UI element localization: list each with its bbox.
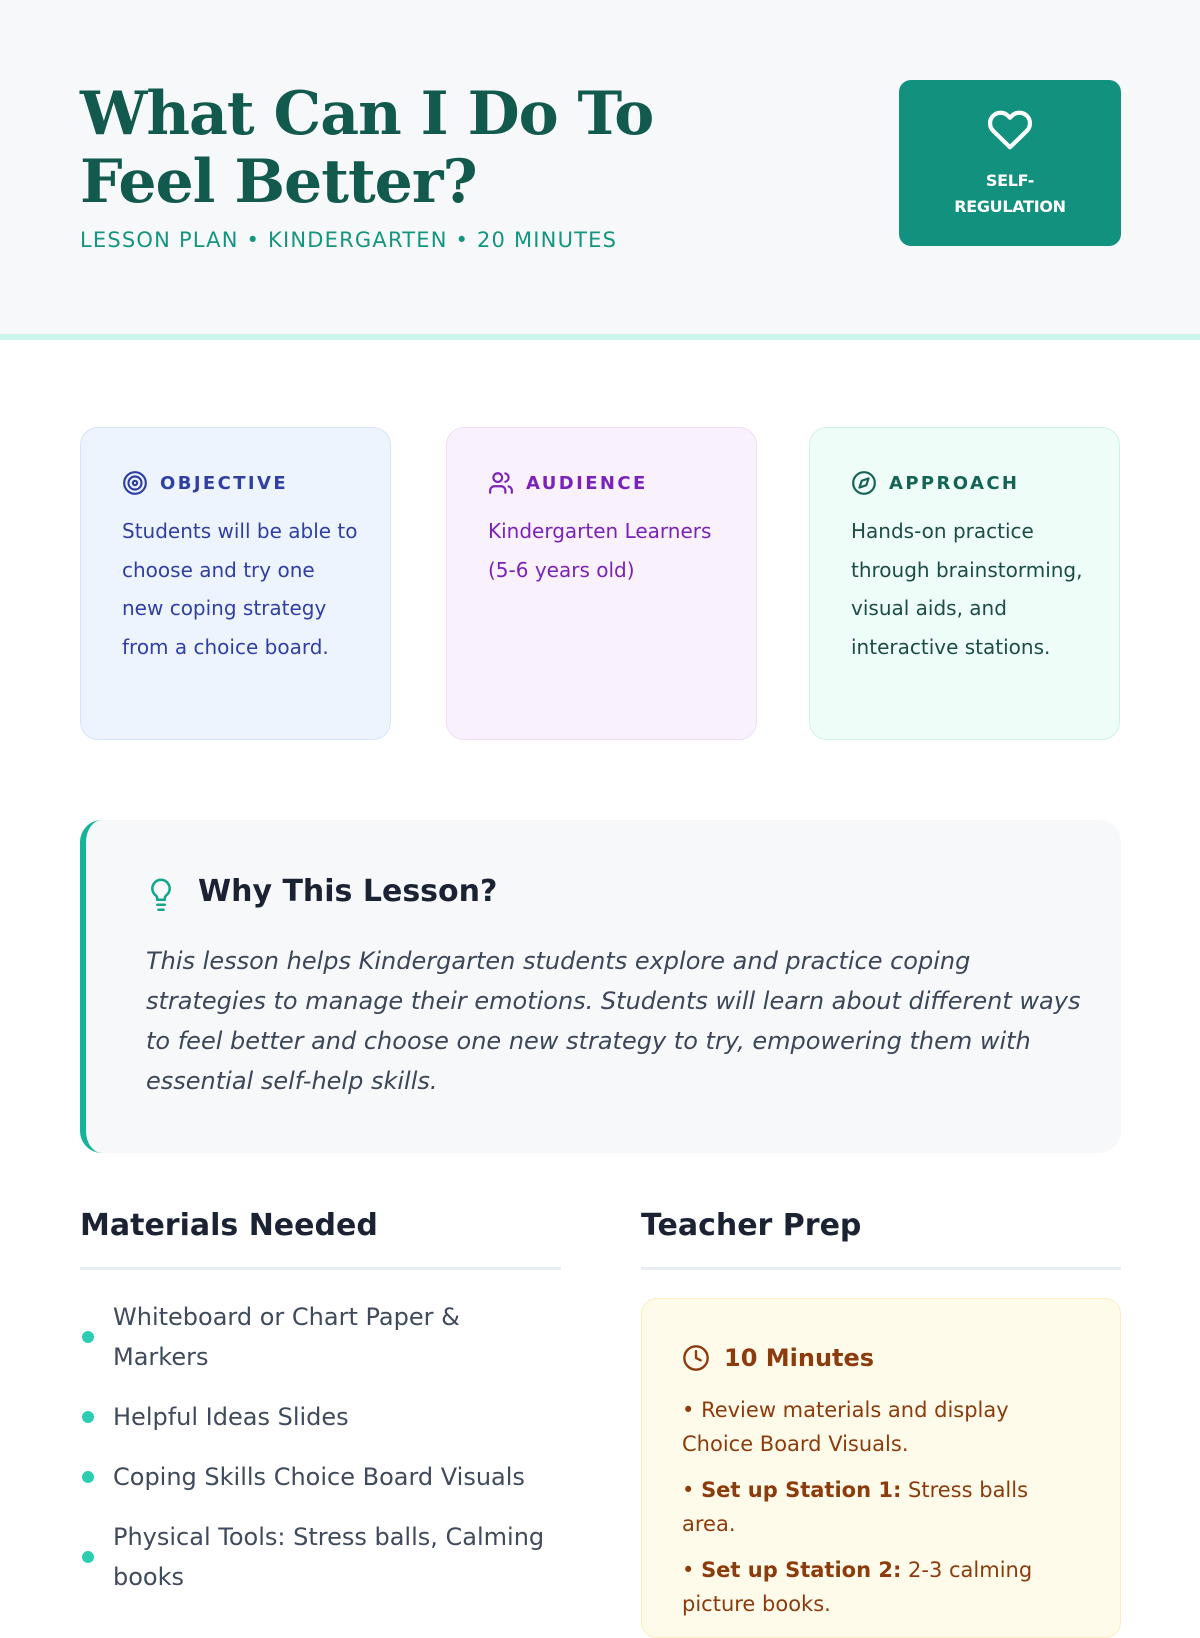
- objective-text: Students will be able to choose and try one new coping strategy from a choice board.: [122, 519, 358, 659]
- approach-label: APPROACH: [889, 472, 1020, 494]
- lesson-header: [0, 0, 1200, 340]
- list-item: • Review materials and display Choice Board Visuals.: [682, 1398, 1009, 1456]
- prep-item-bold: Set up Station 1:: [701, 1478, 902, 1502]
- clock-icon: [682, 1344, 710, 1372]
- why-this-lesson-panel: [80, 820, 1121, 1153]
- approach-text: Hands-on practice through brainstorming, visual aids, and interactive stations.: [851, 519, 1083, 659]
- objective-card: [80, 427, 391, 740]
- users-icon: [488, 470, 514, 496]
- audience-label: AUDIENCE: [526, 472, 648, 494]
- list-item: • Set up Station 2: 2-3 calming picture books.: [682, 1558, 1033, 1616]
- materials-divider: [80, 1267, 561, 1270]
- page-title: What Can I Do To Feel Better?: [80, 79, 654, 217]
- compass-icon: [851, 470, 877, 496]
- prep-time: 10 Minutes: [724, 1344, 875, 1372]
- prep-item-text: Stress balls area.: [682, 1478, 1029, 1536]
- list-item: Whiteboard or Chart Paper & Markers: [80, 1297, 560, 1377]
- materials-list: [80, 1297, 560, 1617]
- list-item: Coping Skills Choice Board Visuals: [80, 1457, 560, 1497]
- prep-item-bold: Set up Station 2:: [701, 1558, 902, 1582]
- teacher-prep-title: Teacher Prep: [641, 1208, 862, 1243]
- approach-card: [809, 427, 1120, 740]
- topic-badge: [899, 80, 1121, 246]
- badge-line-1: SELF-: [985, 171, 1035, 190]
- topic-badge-label: [899, 168, 1121, 220]
- lightbulb-icon: [146, 877, 176, 915]
- why-title: Why This Lesson?: [198, 874, 498, 909]
- audience-card: [446, 427, 757, 740]
- materials-title: Materials Needed: [80, 1208, 378, 1243]
- list-item: • Set up Station 1: Stress balls area.: [682, 1478, 1029, 1536]
- prep-list: [682, 1393, 1080, 1621]
- list-item: Physical Tools: Stress balls, Calming books: [80, 1517, 560, 1597]
- objective-label: OBJECTIVE: [160, 472, 289, 494]
- badge-line-2: REGULATION: [954, 197, 1066, 216]
- teacher-prep-divider: [641, 1267, 1121, 1270]
- teacher-prep-card: [641, 1298, 1121, 1638]
- prep-item-text: 2-3 calming picture books.: [682, 1558, 1033, 1616]
- lesson-subtitle: LESSON PLAN • KINDERGARTEN • 20 MINUTES: [80, 228, 618, 252]
- why-text: This lesson helps Kindergarten students explore and practice coping strategies to manage their emotions. Students will learn about different ways to feel better and choose one new strategy to try, empowering them with essential self-help skills.: [146, 947, 1081, 1095]
- heart-icon: [985, 107, 1035, 153]
- list-item: Helpful Ideas Slides: [80, 1397, 560, 1437]
- target-icon: [122, 470, 148, 496]
- audience-text: Kindergarten Learners (5-6 years old): [488, 519, 712, 582]
- prep-item-text: Review materials and display Choice Board Visuals.: [682, 1398, 1009, 1456]
